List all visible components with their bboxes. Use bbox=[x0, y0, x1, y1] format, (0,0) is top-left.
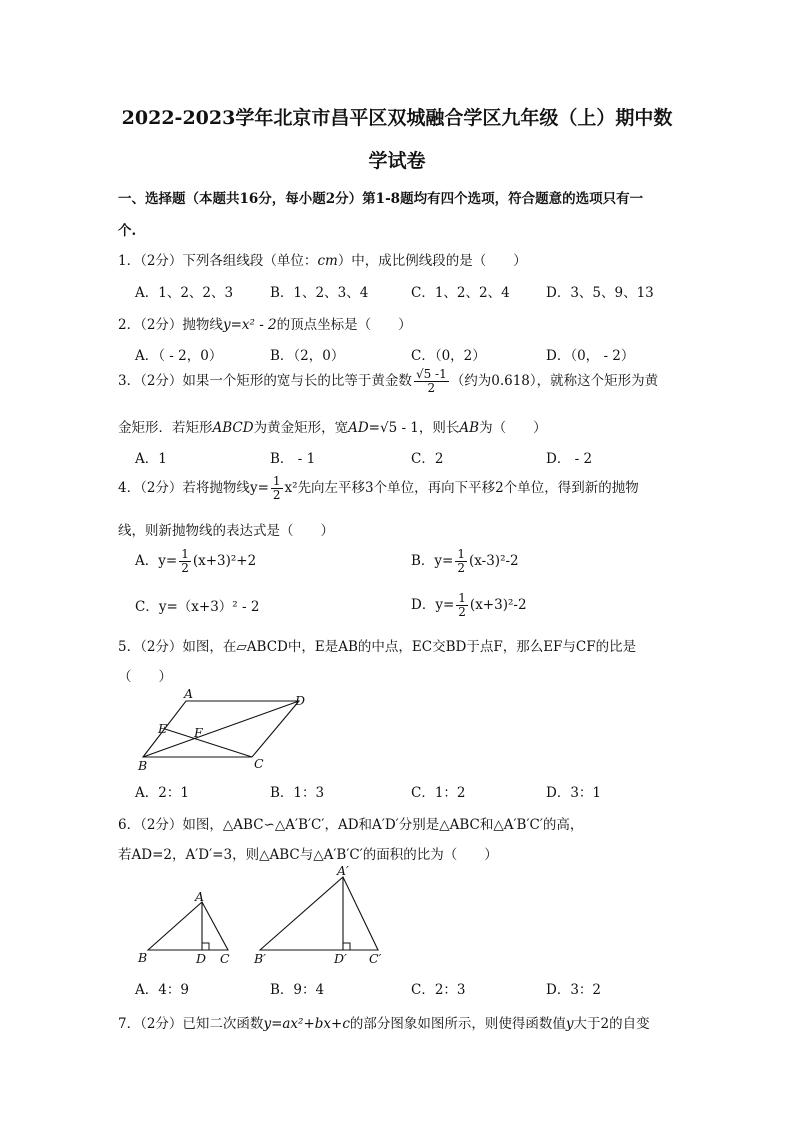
q1-stem-text: 1．（2分）下列各组线段（单位： bbox=[118, 253, 318, 269]
label-d: D bbox=[196, 951, 207, 966]
q3-option-d[interactable]: D． - 2 bbox=[546, 451, 593, 467]
label-b-prime: B′ bbox=[254, 951, 267, 966]
q7-y-var: y bbox=[565, 1016, 574, 1032]
q2-stem-text-end: 的顶点坐标是（ ） bbox=[276, 317, 412, 333]
q3-stem-text-end: （约为0.618），就称这个矩形为黄 bbox=[450, 373, 659, 389]
q3-text-b: 为黄金矩形，宽 bbox=[253, 420, 349, 436]
label-b: B bbox=[138, 950, 148, 965]
label-e: E bbox=[158, 721, 168, 736]
q5-stem-line2: （ ） bbox=[118, 669, 172, 685]
option-label: D． bbox=[411, 597, 436, 613]
exam-title-line1: 2022-2023学年北京市昌平区双城融合学区九年级（上）期中数 bbox=[121, 107, 673, 129]
fraction-denominator: 2 bbox=[427, 381, 436, 395]
q7-stem-text: 7．（2分）已知二次函数 bbox=[118, 1016, 264, 1032]
q7-expression: y=ax²+bx+c bbox=[263, 1016, 350, 1032]
fraction-denominator: 2 bbox=[272, 488, 281, 502]
fraction-numerator: 1 bbox=[181, 547, 189, 561]
q1-option-d[interactable]: D．3、5、9、13 bbox=[546, 285, 654, 301]
q4-option-c[interactable]: C．y=（x+3）² - 2 bbox=[135, 599, 260, 615]
label-d-prime: D′ bbox=[334, 951, 347, 966]
label-a: A bbox=[195, 889, 205, 904]
q7-stem-text-end: 大于2的自变 bbox=[573, 1016, 650, 1032]
label-f: F bbox=[194, 725, 203, 740]
option-tail: (x+3)²+2 bbox=[192, 553, 257, 569]
q3-text-d: 为（ ） bbox=[479, 420, 547, 436]
label-a-prime: A′ bbox=[337, 863, 349, 878]
label-c-prime: C′ bbox=[369, 951, 382, 966]
option-fraction bbox=[455, 548, 467, 575]
option-label: A． bbox=[135, 553, 159, 569]
q2-stem bbox=[118, 313, 412, 333]
option-y-eq: y= bbox=[435, 597, 455, 613]
q4-stem-line2: 线，则新抛物线的表达式是（ ） bbox=[118, 523, 334, 539]
q5-option-c[interactable]: C．1：2 bbox=[411, 785, 466, 801]
q3-option-c[interactable]: C．2 bbox=[411, 451, 444, 467]
option-y-eq: y= bbox=[158, 553, 178, 569]
q1-stem bbox=[118, 249, 527, 269]
q5-option-a[interactable]: A．2：1 bbox=[135, 785, 189, 801]
fraction-numerator: 1 bbox=[272, 474, 281, 488]
q5-option-d[interactable]: D．3：1 bbox=[546, 785, 602, 801]
q3-rect-name: ABCD bbox=[212, 420, 254, 436]
label-a: A bbox=[184, 688, 194, 701]
section-heading-line1: 一、选择题（本题共16分，每小题2分）第1-8题均有四个选项，符合题意的选项只有一 bbox=[118, 191, 644, 207]
q3-option-b[interactable]: B． - 1 bbox=[270, 451, 316, 467]
right-angle-mark bbox=[343, 943, 350, 950]
option-tail: (x+3)²-2 bbox=[469, 597, 527, 613]
q2-expression: y=x² - 2 bbox=[222, 317, 277, 333]
q7-stem bbox=[118, 1012, 650, 1032]
q4-stem-text: 4．（2分）若将抛物线 bbox=[118, 480, 250, 496]
q6-stem-line2: 若AD=2，A′D′=3，则△ABC与△A′B′C′的面积的比为（ ） bbox=[118, 847, 498, 863]
q4-stem-text-end: 先向左平移3个单位，再向下平移2个单位，得到新的抛物 bbox=[297, 480, 639, 496]
q4-option-b[interactable] bbox=[411, 548, 519, 575]
q7-stem-text-mid: 的部分图象如图所示，则使得函数值 bbox=[349, 1016, 566, 1032]
parallelogram-figure bbox=[130, 688, 320, 774]
q1-option-a[interactable]: A．1、2、2、3 bbox=[135, 285, 234, 301]
q3-text-a: 金矩形．若矩形 bbox=[118, 420, 213, 436]
q4-half-fraction bbox=[271, 475, 283, 502]
q5-option-b[interactable]: B．1：3 bbox=[270, 785, 325, 801]
q2-option-b[interactable]: B．（2，0） bbox=[270, 348, 345, 364]
q4-stem bbox=[118, 475, 639, 502]
label-c: C bbox=[254, 756, 264, 771]
fraction-denominator: 2 bbox=[457, 561, 466, 575]
fraction-denominator: 2 bbox=[181, 561, 189, 575]
option-y-eq: y= bbox=[434, 553, 454, 569]
q3-ab: AB bbox=[459, 420, 480, 436]
q3-stem-line2 bbox=[118, 416, 547, 436]
q4-y-eq: y= bbox=[249, 480, 269, 496]
q3-ad: AD bbox=[348, 420, 369, 436]
similar-triangles-figure bbox=[130, 862, 400, 972]
q1-stem-text-end: ）中，成比例线段的是（ ） bbox=[337, 253, 527, 269]
q1-unit: cm bbox=[317, 253, 338, 269]
label-c: C bbox=[220, 951, 230, 966]
fraction-numerator: 1 bbox=[457, 547, 466, 561]
q2-option-d[interactable]: D．（0， - 2） bbox=[546, 348, 635, 364]
fraction-denominator: 2 bbox=[458, 605, 466, 619]
option-fraction bbox=[179, 548, 191, 575]
triangle-abc-prime bbox=[260, 877, 378, 950]
right-angle-mark bbox=[202, 943, 209, 950]
q3-option-a[interactable]: A．1 bbox=[135, 451, 167, 467]
q1-option-b[interactable]: B．1、2、3、4 bbox=[270, 285, 369, 301]
q4-x-squared: x² bbox=[284, 480, 298, 496]
q4-option-d[interactable] bbox=[411, 592, 527, 619]
option-label: B． bbox=[411, 553, 435, 569]
section-heading-line2: 个. bbox=[118, 223, 137, 239]
option-tail: (x-3)²-2 bbox=[469, 553, 519, 569]
q5-stem: 5．（2分）如图，在▱ABCD中，E是AB的中点，EC交BD于点F，那么EF与CF的比是 bbox=[118, 639, 637, 655]
q4-option-a[interactable] bbox=[135, 548, 256, 575]
q6-option-a[interactable]: A．4：9 bbox=[135, 982, 189, 998]
q2-stem-text: 2．（2分）抛物线 bbox=[118, 317, 223, 333]
golden-ratio-fraction bbox=[414, 368, 449, 395]
exam-title-line2: 学试卷 bbox=[368, 150, 426, 172]
q1-option-c[interactable]: C．1、2、2、4 bbox=[411, 285, 510, 301]
q3-text-c: =√5 - 1，则长 bbox=[368, 420, 460, 436]
q3-stem bbox=[118, 368, 658, 395]
q3-stem-text: 3．（2分）如果一个矩形的宽与长的比等于黄金数 bbox=[118, 373, 412, 389]
q2-option-c[interactable]: C．（0，2） bbox=[411, 348, 486, 364]
q2-option-a[interactable]: A．（ - 2，0） bbox=[135, 348, 223, 364]
triangle-abc bbox=[148, 902, 228, 950]
q6-stem: 6．（2分）如图，△ABC∽△A′B′C′，AD和A′D′分别是△ABC和△A′B′C′的高， bbox=[118, 817, 584, 833]
fraction-numerator: 1 bbox=[458, 591, 466, 605]
label-b: B bbox=[138, 758, 148, 773]
q6-option-d[interactable]: D．3：2 bbox=[546, 982, 602, 998]
option-fraction bbox=[456, 592, 468, 619]
label-d: D bbox=[295, 693, 306, 708]
q6-option-c[interactable]: C．2：3 bbox=[411, 982, 466, 998]
q6-option-b[interactable]: B．9：4 bbox=[270, 982, 325, 998]
fraction-numerator: √5 -1 bbox=[415, 367, 447, 381]
